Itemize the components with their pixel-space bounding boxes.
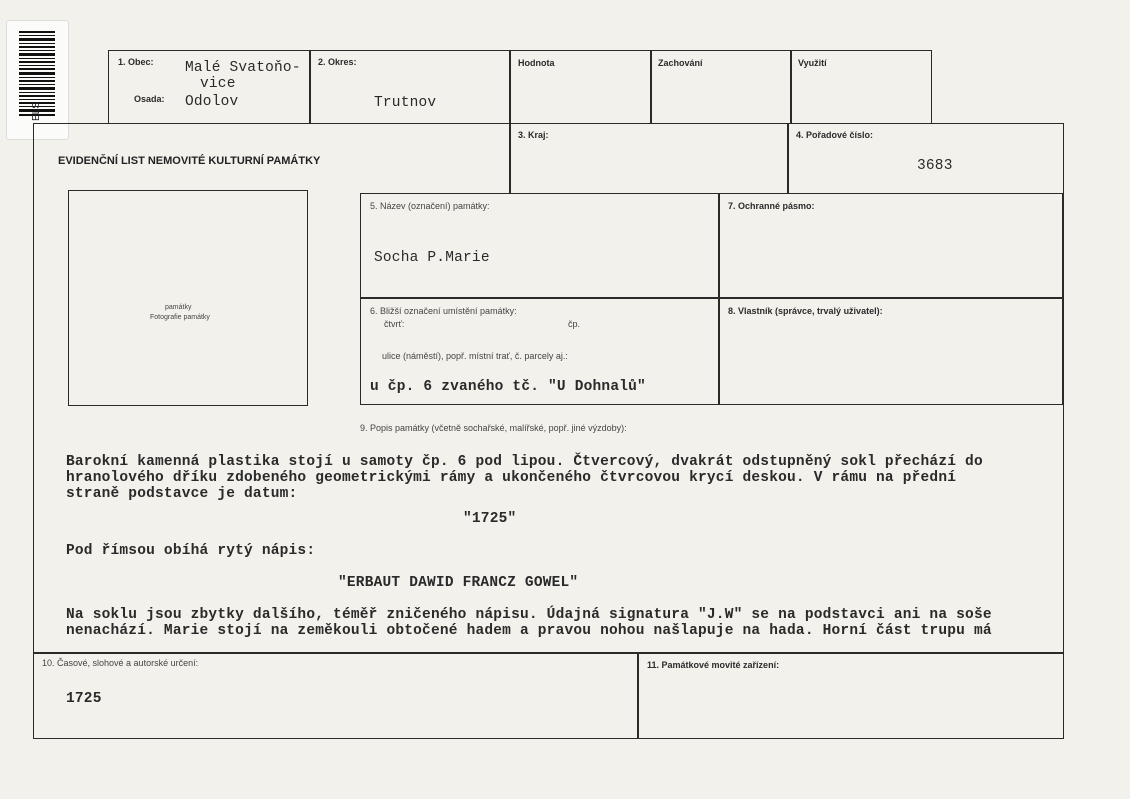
cp-label: čp. <box>568 319 581 329</box>
casove-label: 10. Časové, slohové a autorské určení: <box>42 658 199 668</box>
popis-line-4: Na soklu jsou zbytky dalšího, téměř zničeného nápisu. Údajná signatura "J.W" se na podstavci ani na soše <box>66 607 992 623</box>
ctvrt-label: čtvrť: <box>384 319 405 329</box>
umisteni-value: u čp. 6 zvaného tč. "U Dohnalů" <box>370 379 646 395</box>
napis-text: "ERBAUT DAWID FRANCZ GOWEL" <box>338 575 579 591</box>
obec-value: Malé Svatoňo- <box>185 60 301 76</box>
barcode-label <box>6 20 69 140</box>
nazev-value: Socha P.Marie <box>374 250 490 266</box>
poradove-value: 3683 <box>917 158 953 174</box>
casove-value: 1725 <box>66 691 102 707</box>
hodnota-label: Hodnota <box>518 58 555 68</box>
napis-intro: Pod římsou obíhá rytý nápis: <box>66 543 316 559</box>
zachovani-label: Zachování <box>658 58 703 68</box>
nazev-label: 5. Název (označení) památky: <box>370 201 490 211</box>
okres-value: Trutnov <box>374 95 437 111</box>
barcode-text: ELS <box>31 102 42 121</box>
photo-box <box>68 190 308 406</box>
osada-value: Odolov <box>185 94 239 110</box>
popis-line-2: hranolového dříku zdobeného geometrickými rámy a ukončeného čtvrcovou krycí deskou. V rámu na přední <box>66 470 957 486</box>
vlastnik-label: 8. Vlastník (správce, trvalý uživatel): <box>728 306 883 316</box>
umisteni-label: 6. Bližší označení umístění památky: <box>370 306 517 316</box>
okres-label: 2. Okres: <box>318 57 357 67</box>
osada-label: Osada: <box>134 94 165 104</box>
popis-line-1: Barokní kamenná plastika stojí u samoty čp. 6 pod lipou. Čtvercový, dvakrát odstupněný sokl přechází do <box>66 454 983 470</box>
kraj-label: 3. Kraj: <box>518 130 549 140</box>
movite-label: 11. Památkové movité zařízení: <box>647 660 780 670</box>
photo-caption-2: Fotografie památky <box>150 314 210 321</box>
obec-value-cont: vice <box>200 76 236 92</box>
photo-caption-1: památky <box>165 304 192 311</box>
ulice-label: ulice (náměstí), popř. místní trať, č. parcely aj.: <box>382 351 568 361</box>
popis-line-5: nenachází. Marie stojí na zeměkouli obtočené hadem a pravou nohou našlapuje na hada. Horní část trupu má <box>66 623 992 639</box>
popis-date: "1725" <box>463 511 517 527</box>
poradove-label: 4. Pořadové číslo: <box>796 130 874 140</box>
popis-line-3: straně podstavce je datum: <box>66 486 298 502</box>
form-title: EVIDENČNÍ LIST NEMOVITÉ KULTURNÍ PAMÁTKY <box>58 155 321 167</box>
ochranne-label: 7. Ochranné pásmo: <box>728 201 815 211</box>
popis-label: 9. Popis památky (včetně sochařské, malířské, popř. jiné výzdoby): <box>360 423 627 433</box>
obec-label: 1. Obec: <box>118 57 154 67</box>
details-grid <box>360 193 1063 405</box>
vyuziti-label: Využití <box>798 58 827 68</box>
